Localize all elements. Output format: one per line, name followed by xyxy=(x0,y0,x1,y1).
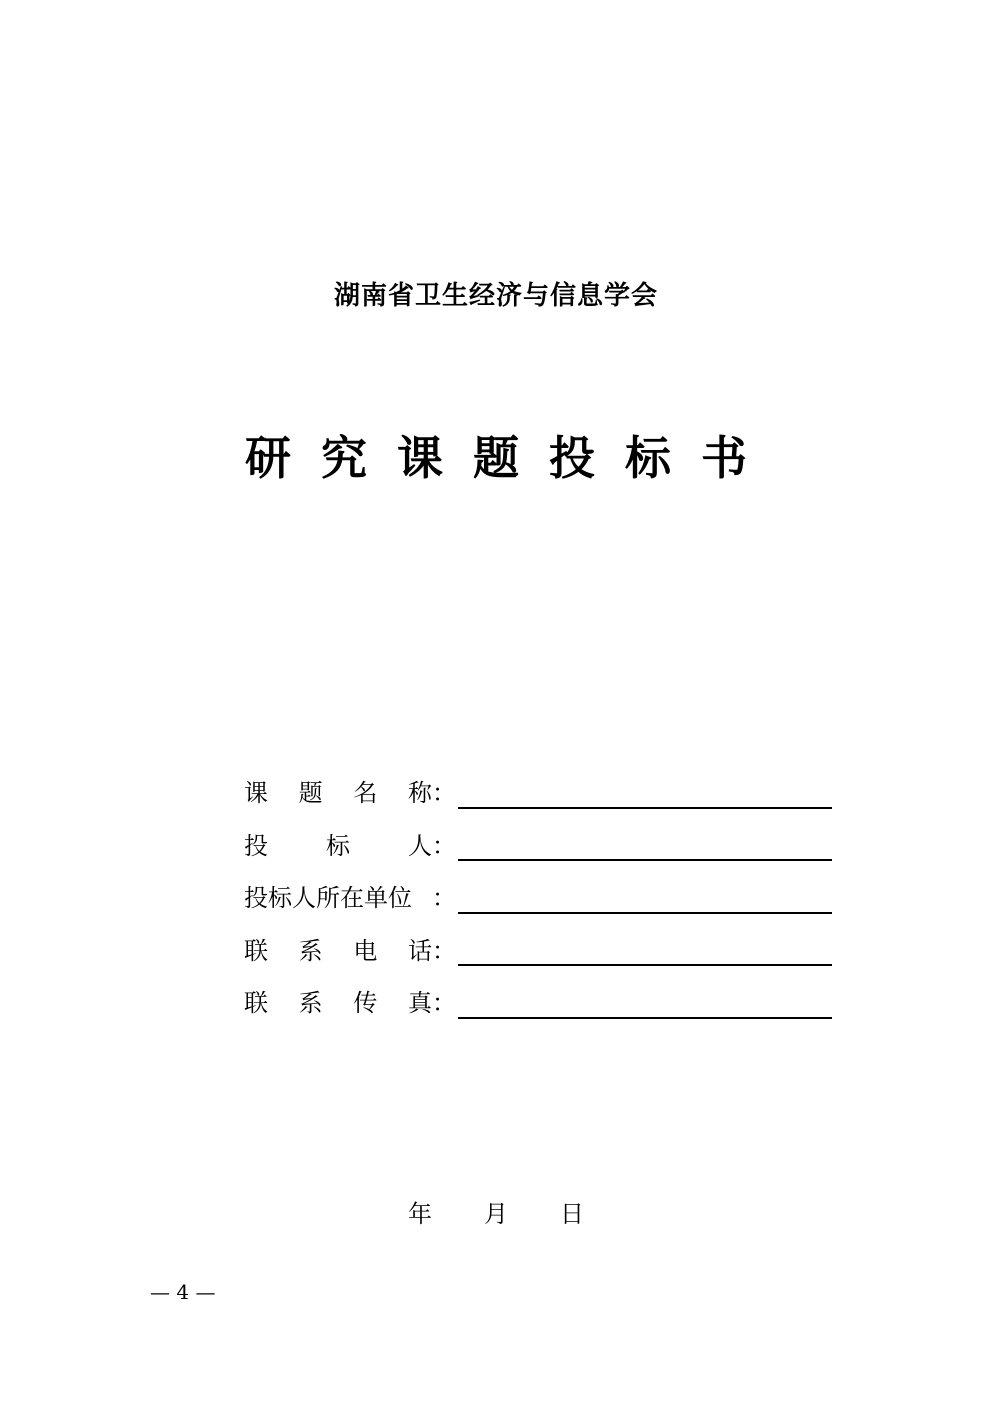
date-line xyxy=(408,1196,608,1232)
bid-info-form xyxy=(244,758,844,1021)
label-char: 联 xyxy=(244,936,268,965)
label-char: 系 xyxy=(298,989,323,1017)
bidder-unit-field[interactable] xyxy=(458,876,832,914)
label-char: 人 xyxy=(408,831,432,860)
label-char: 标 xyxy=(326,831,350,860)
form-label-phone xyxy=(244,928,456,968)
form-row-fax xyxy=(244,968,844,1021)
label-colon: ： xyxy=(432,884,456,912)
date-month: 月 xyxy=(484,1200,508,1228)
form-label-bidder-unit xyxy=(244,876,456,916)
label-colon: ： xyxy=(432,989,456,1017)
label-char: 电 xyxy=(353,936,378,965)
label-char: 联 xyxy=(244,989,268,1017)
document-title: 研究课题投标书 xyxy=(245,431,777,485)
label-text: 投标人所在单位 xyxy=(244,884,412,912)
form-row-phone xyxy=(244,916,844,969)
label-colon: ： xyxy=(432,936,456,965)
label-char: 题 xyxy=(298,779,323,807)
label-char: 称 xyxy=(407,779,432,807)
form-label-bidder xyxy=(244,823,456,863)
fax-field[interactable] xyxy=(458,981,832,1019)
form-row-bidder-unit xyxy=(244,863,844,916)
date-year: 年 xyxy=(408,1200,432,1228)
label-char: 传 xyxy=(353,989,378,1017)
form-label-project-name xyxy=(244,771,456,811)
label-char: 话 xyxy=(407,936,432,965)
label-colon: ： xyxy=(432,831,456,860)
page-number: — 4 — xyxy=(150,1280,216,1304)
form-row-bidder xyxy=(244,811,844,864)
date-day: 日 xyxy=(560,1200,584,1228)
phone-field[interactable] xyxy=(458,928,832,966)
bidder-field[interactable] xyxy=(458,823,832,861)
label-char: 名 xyxy=(353,779,378,807)
form-row-project-name xyxy=(244,758,844,811)
label-char: 投 xyxy=(244,831,268,860)
label-char: 课 xyxy=(244,779,268,807)
label-colon: ： xyxy=(432,779,456,807)
label-char: 系 xyxy=(298,936,323,965)
form-label-fax xyxy=(244,981,456,1021)
project-name-field[interactable] xyxy=(458,771,832,809)
organization-name: 湖南省卫生经济与信息学会 xyxy=(333,281,658,311)
label-char: 真 xyxy=(407,989,432,1017)
